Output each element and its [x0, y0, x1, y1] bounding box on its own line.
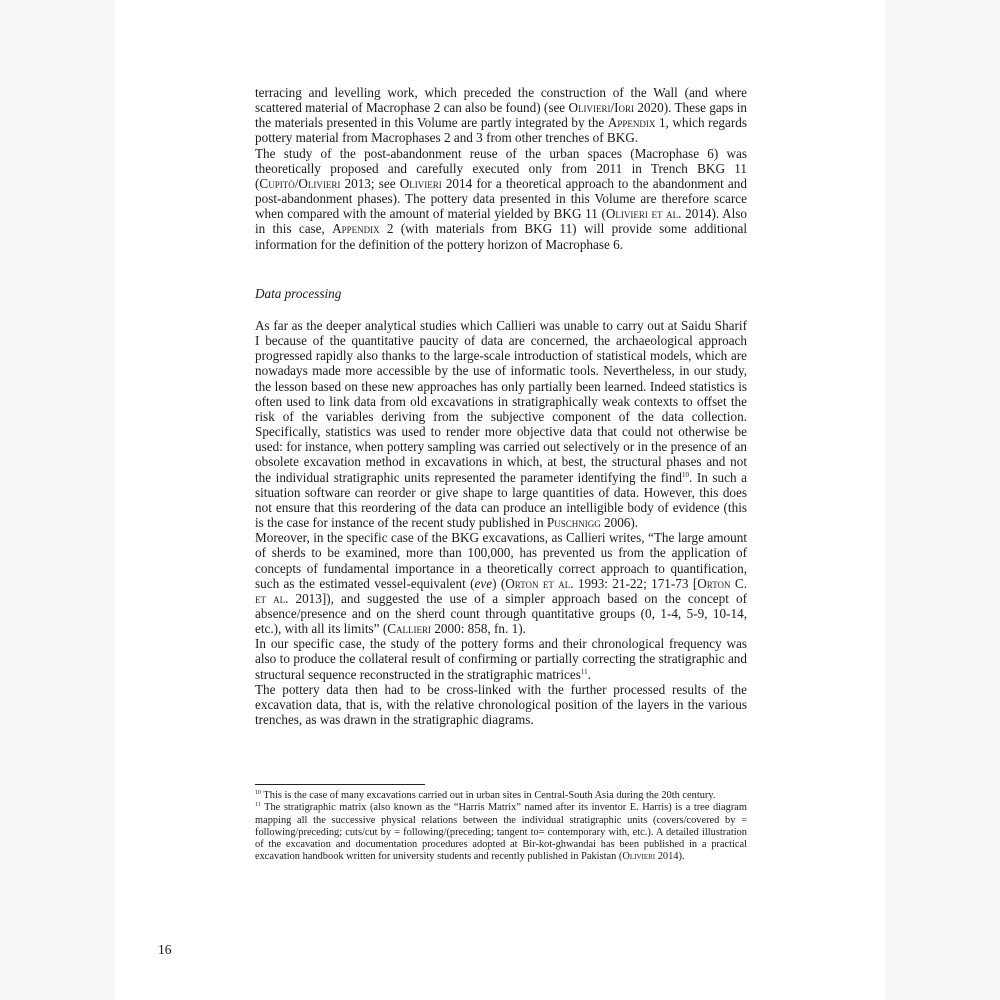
footnote-11: $^{11}$ The stratigraphic matrix (also known as the “Harris Matrix” named after its inventor E. Harris) is a tree diagram mapping all the successive physical relations between the individual stratigraphic units (covers/covered by = following/preceding; cuts/cut by = following/(preceding; tangent to= contemporary with, etc.). A detailed illustration of the excavation and documentation procedures adopted at Bir-kot-ghwandai has been published in a practical excavation handbook written for university students and recently published in Pakistan (Olivieri 2014). — [255, 802, 747, 863]
citation: Olivieri — [399, 175, 442, 191]
citation: Cupitò/Olivieri — [259, 175, 341, 191]
appendix-ref: Appendix — [332, 221, 380, 237]
citation: Puschnigg — [546, 515, 601, 531]
paragraph-1: terracing and levelling work, which preceded the construction of the Wall (and where scattered material of Macrophase 2 can also be found) (see Olivieri/Iori 2020). These gaps in the materials presented in this Volume are partly integrated by the Appendix 1, which regards pottery material from Macrophases 2 and 3 from other trenches of BKG. — [255, 85, 747, 146]
section-heading: Data processing — [255, 286, 342, 301]
document-page — [115, 0, 885, 1000]
paragraph-3: As far as the deeper analytical studies which Callieri was unable to carry out at Saidu Sharif I because of the quantitative paucity of data are concerned, the archaeological approach progressed rapidly also thanks to the large-scale introduction of statistical models, which are nowadays made more accessible by the use of informatic tools. Nevertheless, in our study, the lesson based on these new approaches has only partially been learned. Indeed statistics is often used to link data from old excavations in stratigraphically weak contexts to offset the risk of the variables deriving from the subjective component of the data collection. Specifically, statistics was used to render more objective data that could not otherwise be used: for instance, when pottery sampling was carried out selectively or in the presence of an obsolete excavation method in excavations in which, at best, the structural phases and not the individual stratigraphic units represented the parameter identifying the find$^{10}$. In such a situation software can reorder or give shape to large quantities of data. However, this does not ensure that this reordering of the data can produce an intelligible body of evidence (this is the case for instance of the recent study published in Puschnigg 2006). — [255, 318, 748, 531]
footnote-number: 11 — [255, 802, 261, 809]
appendix-ref: Appendix — [607, 115, 656, 131]
footnotes — [255, 790, 747, 864]
footnote-10: $^{10}$ This is the case of many excavations carried out in urban sites in Central-South Asia during the 20th century. — [255, 790, 716, 801]
paragraph-4: Moreover, in the specific case of the BKG excavations, as Callieri writes, “The large amount of sherds to be examined, more than 100,000, has prevented us from the application of concepts of fundamental importance in a theoretically correct approach to quantification, such as the estimated vessel-equivalent (eve) (Orton et al. 1993: 21-22; 171-73 [Orton C. et al. 2013]), and suggested the use of a simpler approach based on the concept of absence/presence and on the sherd count through quantitative groups (0, 1-4, 5-9, 10-14, etc.), with all its limits” (Callieri 2000: 858, fn. 1). — [255, 530, 747, 637]
citation: Orton C. et al. — [255, 575, 747, 606]
body-top — [255, 85, 747, 252]
footnote-ref[interactable]: 10 — [682, 470, 690, 479]
citation: Orton et al. — [505, 575, 574, 591]
footnote-number: 10 — [255, 790, 261, 796]
paragraph-5: In our specific case, the study of the pottery forms and their chronological frequency was also to produce the collateral result of confirming or partially correcting the stratigraphic and structural sequence reconstructed in the stratigraphic matrices$^{11}$. — [255, 636, 747, 682]
paragraph-6: The pottery data then had to be cross-linked with the further processed results of the excavation data, that is, with the relative chronological position of the layers in the various trenches, as was drawn in the stratigraphic diagrams. — [255, 681, 747, 728]
citation: Olivieri et al. — [605, 206, 682, 222]
page-number: 16 — [158, 942, 172, 957]
citation: Callieri — [387, 621, 432, 637]
eve-term: eve — [474, 575, 493, 591]
citation: Olivieri/Iori — [568, 100, 635, 116]
citation: Olivieri — [622, 851, 656, 863]
body-bottom — [255, 318, 747, 727]
paragraph-2: The study of the post-abandonment reuse of the urban spaces (Macrophase 6) was theoretically proposed and carefully executed only from 2011 in Trench BKG 11 (Cupitò/Olivieri 2013; see Olivieri 2014 for a theoretical approach to the abandonment and post-abandonment phases). The pottery data presented in this Volume are therefore scarce when compared with the amount of material yielded by BKG 11 (Olivieri et al. 2014). Also in this case, Appendix 2 (with materials from BKG 11) will provide some additional information for the definition of the pottery horizon of Macrophase 6. — [255, 145, 747, 252]
footnote-ref[interactable]: 11 — [580, 667, 588, 676]
footnote-separator — [255, 784, 425, 785]
